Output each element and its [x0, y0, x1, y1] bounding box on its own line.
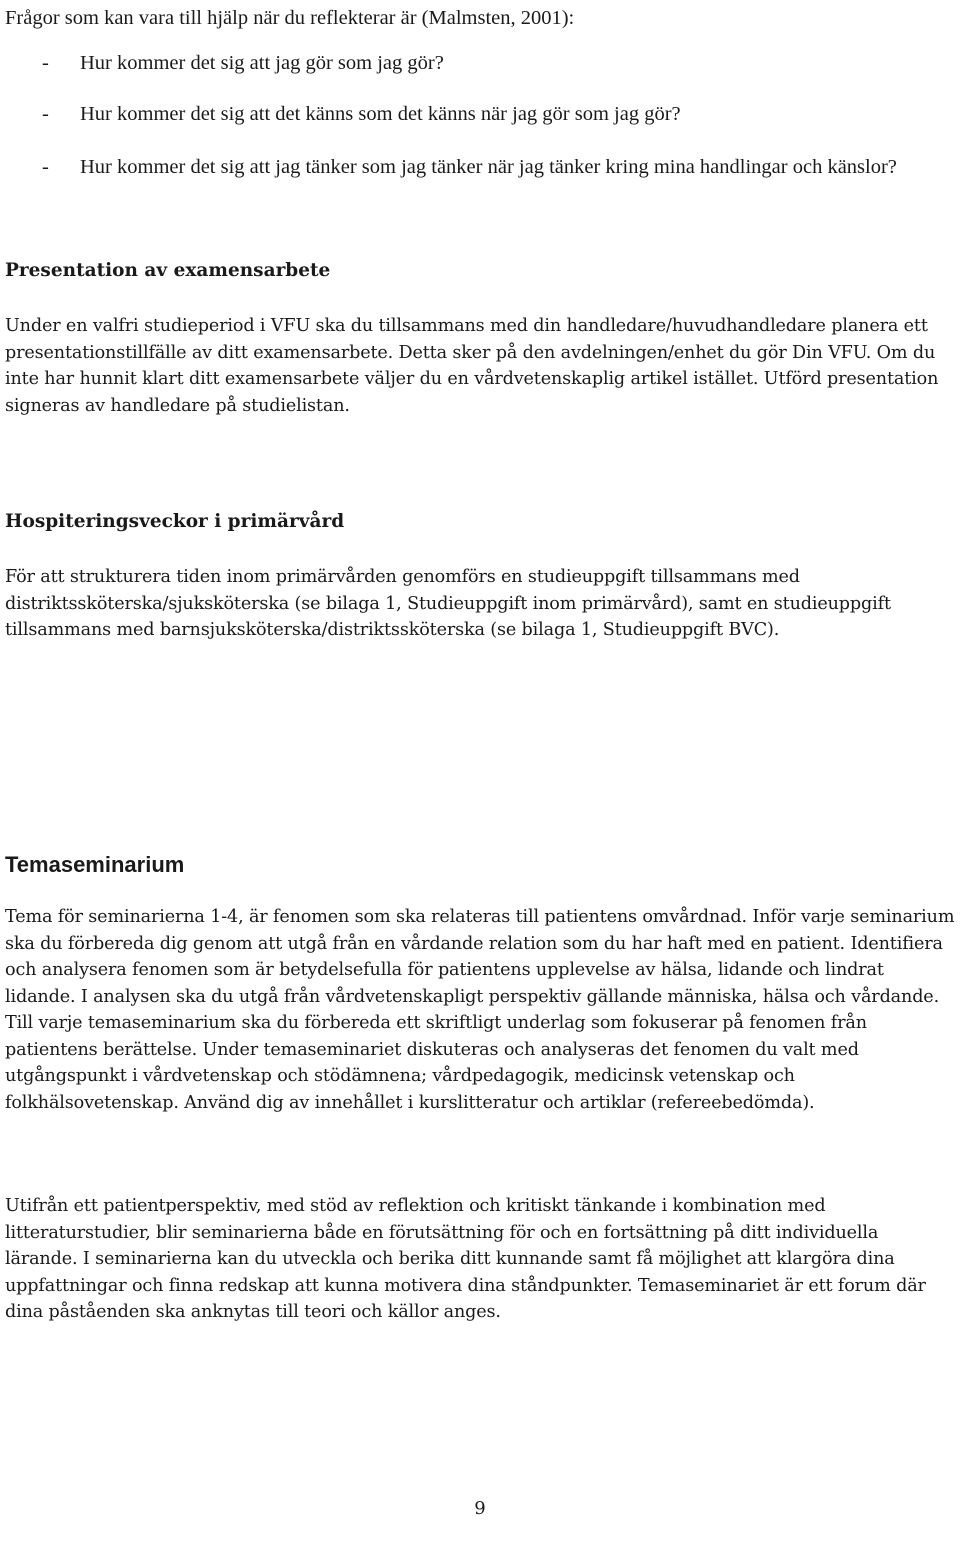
question-item: [42, 154, 955, 181]
page-number: 9: [474, 1498, 486, 1519]
temaseminarium-paragraph-2: Utifrån ett patientperspektiv, med stöd av reflektion och kritiskt tänkande i kombination med litteraturstudier, blir seminarierna både en förutsättning för och en fortsättning på ditt individuella lärande. I seminarierna kan du utveckla och berika ditt kunnande samt få möjlighet att klargöra dina uppfattningar och finna redskap att kunna motivera dina ståndpunkter. Temaseminariet är ett forum där dina påståenden ska anknytas till teori och källor anges.: [5, 1196, 926, 1322]
section-heading-presentation: Presentation av examensarbete: [5, 260, 331, 281]
question-item: [42, 101, 955, 128]
intro-text: Frågor som kan vara till hjälp när du reflekterar är (Malmsten, 2001):: [5, 7, 575, 29]
question-text: Hur kommer det sig att jag tänker som jag tänker när jag tänker kring mina handlingar och känslor?: [80, 156, 897, 178]
presentation-paragraph: Under en valfri studieperiod i VFU ska du tillsammans med din handledare/huvudhandledare planera ett presentationstillfälle av ditt examensarbete. Detta sker på den avdelningen/enhet du gör Din VFU. Om du inte har hunnit klart ditt examensarbete väljer du en vårdvetenskaplig artikel istället. Utförd presentation signeras av handledare på studielistan.: [5, 316, 939, 416]
hospitering-paragraph: För att strukturera tiden inom primärvården genomförs en studieuppgift tillsammans med distriktssköterska/sjuksköterska (se bilaga 1, Studieuppgift inom primärvård), samt en studieuppgift tillsammans med barnsjuksköterska/distriktssköterska (se bilaga 1, Studieuppgift BVC).: [5, 567, 891, 640]
question-item: [42, 50, 955, 77]
list-bullet: -: [42, 103, 49, 125]
question-text: Hur kommer det sig att det känns som det känns när jag gör som jag gör?: [80, 103, 681, 125]
temaseminarium-paragraph-1: Tema för seminarierna 1-4, är fenomen som ska relateras till patientens omvårdnad. Inför varje seminarium ska du förbereda dig genom att utgå från en vårdande relation som du har haft med en patient. Identifiera och analysera fenomen som är betydelsefulla för patientens upplevelse av hälsa, lidande och lindrat lidande. I analysen ska du utgå från vårdvetenskapligt perspektiv gällande människa, hälsa och vårdande. Till varje temaseminarium ska du förbereda ett skriftligt underlag som fokuserar på fenomen från patientens berättelse. Under temaseminariet diskuteras och analyseras det fenomen du valt med utgångspunkt i vårdvetenskap och stödämnena; vårdpedagogik, medicinsk vetenskap och folkhälsovetenskap. Använd dig av innehållet i kurslitteratur och artiklar (refereebedömda).: [5, 907, 955, 1113]
question-text: Hur kommer det sig att jag gör som jag gör?: [80, 52, 444, 74]
section-heading-temaseminarium: Temaseminarium: [5, 852, 185, 877]
list-bullet: -: [42, 52, 49, 74]
section-heading-hospitering: Hospiteringsveckor i primärvård: [5, 511, 345, 532]
list-bullet: -: [42, 156, 49, 178]
